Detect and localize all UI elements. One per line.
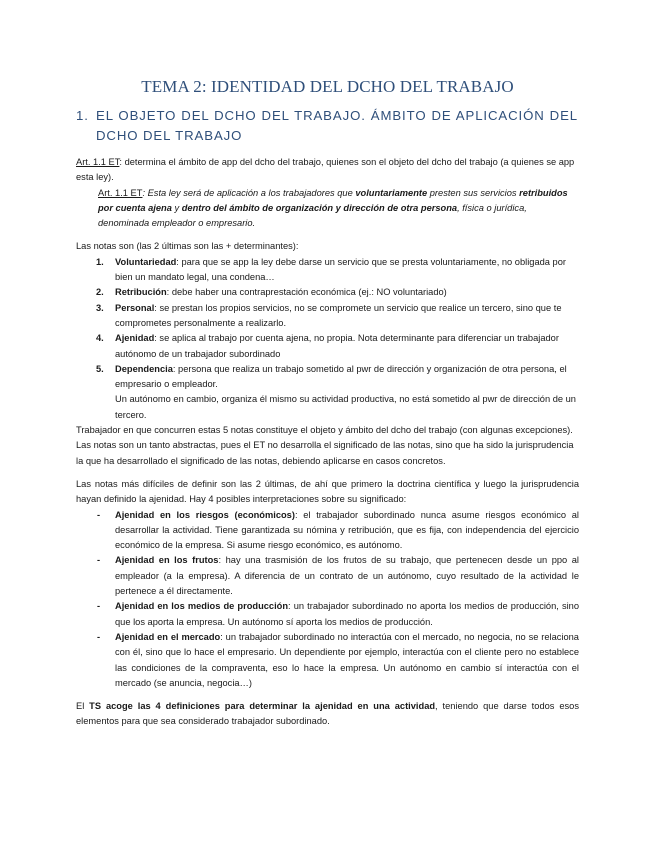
art-intro-paragraph — [76, 155, 579, 186]
quote-text-4: , física o jurídica, denominada empleador o empresario. — [98, 202, 527, 229]
list-item: - Ajenidad en los medios de producción: un trabajador subordinado no aporta los medios de producción, sino que los aporta la empresa. Un autónomo sí aporta los medios de producción. — [97, 601, 579, 627]
list-item: 2. Retribución: debe haber una contraprestación económica (ej.: NO voluntariado) — [96, 287, 447, 298]
paragraph-3: Las notas más difíciles de definir son las 2 últimas, de ahí que primero la doctrina científica y luego la jurisprudencia hayan definido la ajenidad. Hay 4 posibles interpretaciones sobre su significado: — [76, 478, 579, 505]
page-title: TEMA 2: IDENTIDAD DEL DCHO DEL TRABAJO — [141, 77, 514, 96]
list-item: 1. Voluntariedad: para que se app la ley debe darse un servicio que se presta voluntariamente, no obligada por bien un mandato legal, una condena… — [96, 256, 566, 283]
list-item: 5. Dependencia: persona que realiza un trabajo sometido al pwr de dirección y organización de otra persona, el empresario o empleador. — [96, 363, 567, 390]
paragraph-1: Trabajador en que concurren estas 5 notas constituye el objeto y ámbito del dcho del trabajo (con algunas excepciones). — [76, 425, 573, 436]
notes-intro: Las notas son (las 2 últimas son las + determinantes): — [76, 241, 299, 252]
quote-text-2: presten sus servicios — [427, 187, 520, 198]
quote-bold-1: voluntariamente — [355, 187, 428, 198]
interpretations-list — [76, 508, 579, 692]
quote-bold-2: retribuidos por cuenta ajena — [98, 187, 568, 213]
note-term: Retribución — [115, 287, 167, 298]
art-intro-text: : determina el ámbito de app del dcho del trabajo, quienes son el objeto del dcho del trabajo (a quienes se app esta ley). — [76, 157, 575, 183]
conclusion-paragraph: El TS acoge las 4 definiciones para determinar la ajenidad en una actividad, teniendo que darse todos esos elementos para que sea considerado trabajador subordinado. — [76, 701, 579, 727]
section-number: 1. — [76, 108, 89, 123]
list-item: 3. Personal: se prestan los propios servicios, no se compromete un servicio que realice un tercero, sino que te comprometes personalmente a realizarlo. — [96, 302, 562, 328]
art-reference: Art. 1.1 ET — [76, 157, 120, 167]
quote-text-1: : Esta ley será de aplicación a los trabajadores que — [142, 187, 356, 198]
notes-list — [76, 255, 579, 393]
list-item: - Ajenidad en el mercado: un trabajador subordinado no interactúa con el mercado, no negocia, no se relaciona con él, sino que lo hace el empresario. Un dependiente por ejemplo, interactúa con el cliente pero no establece las condiciones de la compraventa, eso lo hace la empresa. Un autónomo en cambio sí interactúa con el mercado (se anuncia, negocia…) — [97, 631, 579, 688]
legal-quote — [76, 186, 579, 232]
note-term: Dependencia — [115, 363, 173, 374]
interpretation-term: Ajenidad en el mercado — [115, 631, 221, 642]
notes-extra: Un autónomo en cambio, organiza él mismo su actividad productiva, no está sometido al pwr de dirección de un tercero. — [115, 394, 576, 420]
interpretation-term: Ajenidad en los frutos — [115, 555, 219, 566]
interpretation-term: Ajenidad en los riesgos (económicos) — [115, 509, 295, 520]
paragraph-2: Las notas son un tanto abstractas, pues el ET no desarrolla el significado de las notas, sino que ha sido la jurisprudencia la que ha desarrollado el significado de las notas, debiendo aplicarse en casos concretos. — [76, 440, 574, 466]
interpretation-term: Ajenidad en los medios de producción — [115, 601, 289, 612]
note-term: Voluntariedad — [115, 256, 177, 267]
note-term: Personal — [115, 302, 155, 313]
document-body — [76, 155, 579, 730]
quote-reference: Art. 1.1 ET — [98, 187, 143, 198]
quote-text-3: y — [171, 202, 182, 213]
note-term: Ajenidad — [115, 333, 155, 344]
list-item: 4. Ajenidad: se aplica al trabajo por cuenta ajena, no propia. Nota determinante para diferenciar un trabajador autónomo de un trabajador subordinado — [96, 333, 559, 359]
conclusion-bold: TS acoge las 4 definiciones para determinar la ajenidad en una actividad — [89, 701, 436, 712]
list-item: - Ajenidad en los frutos: hay una trasmisión de los frutos de su trabajo, que pertenecen desde un ppo al empleador (a la empresa). A diferencia de un contrato de un autónomo, cuyo resultado de la actividad le pertenece a él directamente. — [97, 555, 579, 597]
section-heading — [76, 106, 578, 146]
list-item: - Ajenidad en los riesgos (económicos): el trabajador subordinado nunca asume riesgos económico al desarrollar la actividad. Tiene garantizada su nómina y retribución, que es fija, con independencia del ejercicio económico de la empresa. Si asume riesgo económico, es autónomo. — [97, 509, 579, 551]
quote-bold-3: dentro del ámbito de organización y dirección de otra persona — [181, 202, 458, 213]
section-title: EL OBJETO DEL DCHO DEL TRABAJO. ÁMBITO DE APLICACIÓN DEL DCHO DEL TRABAJO — [96, 108, 578, 143]
